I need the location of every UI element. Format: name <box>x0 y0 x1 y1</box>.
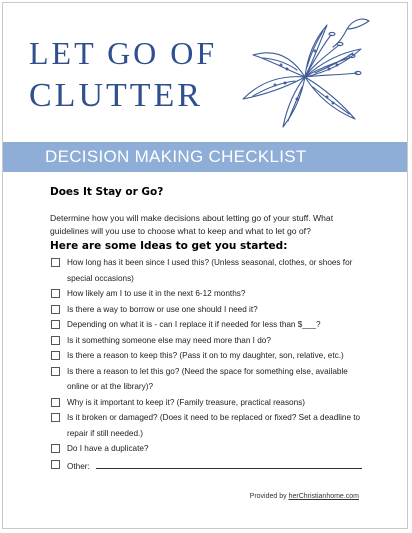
checklist-item-label: Other: <box>67 461 90 471</box>
checklist-item-label: Is it something someone else may need more than I do? <box>67 335 271 345</box>
checklist-item-label: Do I have a duplicate? <box>67 444 149 453</box>
checkbox-icon[interactable] <box>51 413 60 422</box>
other-fill-line[interactable] <box>96 459 362 469</box>
checklist-item <box>51 441 371 457</box>
checkbox-icon[interactable] <box>51 367 60 376</box>
checklist-item <box>51 364 371 395</box>
checklist-item <box>51 348 371 364</box>
decision-checklist <box>51 255 371 474</box>
checklist-item-label: Depending on what it is - can I replace it if needed for less than $___? <box>67 320 321 329</box>
checkbox-icon[interactable] <box>51 305 60 314</box>
credit-link[interactable]: herChristianhome.com <box>288 493 359 500</box>
checkbox-icon[interactable] <box>51 320 60 329</box>
checkbox-icon[interactable] <box>51 258 60 267</box>
checklist-item-label: Is there a reason to let this go? (Need the space for something else, available online or at the library)? <box>67 366 348 391</box>
checklist-item-label: Is there a reason to keep this? (Pass it on to my daughter, son, relative, etc.) <box>67 351 344 360</box>
checklist-item <box>51 317 371 333</box>
checkbox-icon[interactable] <box>51 398 60 407</box>
intro-paragraph: Determine how you will make decisions about letting go of your stuff. What guidelines will you use to choose what to keep and what to let go of? <box>50 213 334 236</box>
checklist-item <box>51 286 371 302</box>
checklist-item-label: How likely am I to use it in the next 6-12 months? <box>67 289 246 298</box>
checklist-item <box>51 255 371 286</box>
checkbox-icon[interactable] <box>51 444 60 453</box>
checklist-item-label: Is it broken or damaged? (Does it need to be replaced or fixed? Set a deadline to repair if still needed.) <box>67 413 361 438</box>
checklist-banner: DECISION MAKING CHECKLIST <box>3 142 407 172</box>
checklist-item-label: Is there a way to borrow or use one should I need it? <box>67 304 258 314</box>
checkbox-icon[interactable] <box>51 351 60 360</box>
lily-flower-icon <box>235 15 375 135</box>
heading-ideas: Here are some Ideas to get you started: <box>50 240 288 252</box>
checklist-item <box>51 333 371 349</box>
checkbox-icon[interactable] <box>51 289 60 298</box>
checkbox-icon[interactable] <box>51 460 60 469</box>
checklist-item <box>51 410 371 441</box>
checklist-item <box>51 395 371 411</box>
checklist-item <box>51 302 371 318</box>
credit-prefix: Provided by <box>249 493 287 500</box>
title-line-1: LET GO OF <box>29 35 218 71</box>
checkbox-icon[interactable] <box>51 336 60 345</box>
checklist-item-label: How long has it been since I used this? (Unless seasonal, clothes, or shoes for special occasions) <box>67 258 353 283</box>
provided-by-credit <box>250 493 359 500</box>
checklist-item-label: Why is it important to keep it? (Family treasure, practical reasons) <box>67 397 305 407</box>
checklist-page <box>2 2 408 529</box>
checklist-item <box>51 457 371 475</box>
heading-stay-or-go: Does It Stay or Go? <box>50 186 164 198</box>
title-line-2: CLUTTER <box>29 77 203 114</box>
